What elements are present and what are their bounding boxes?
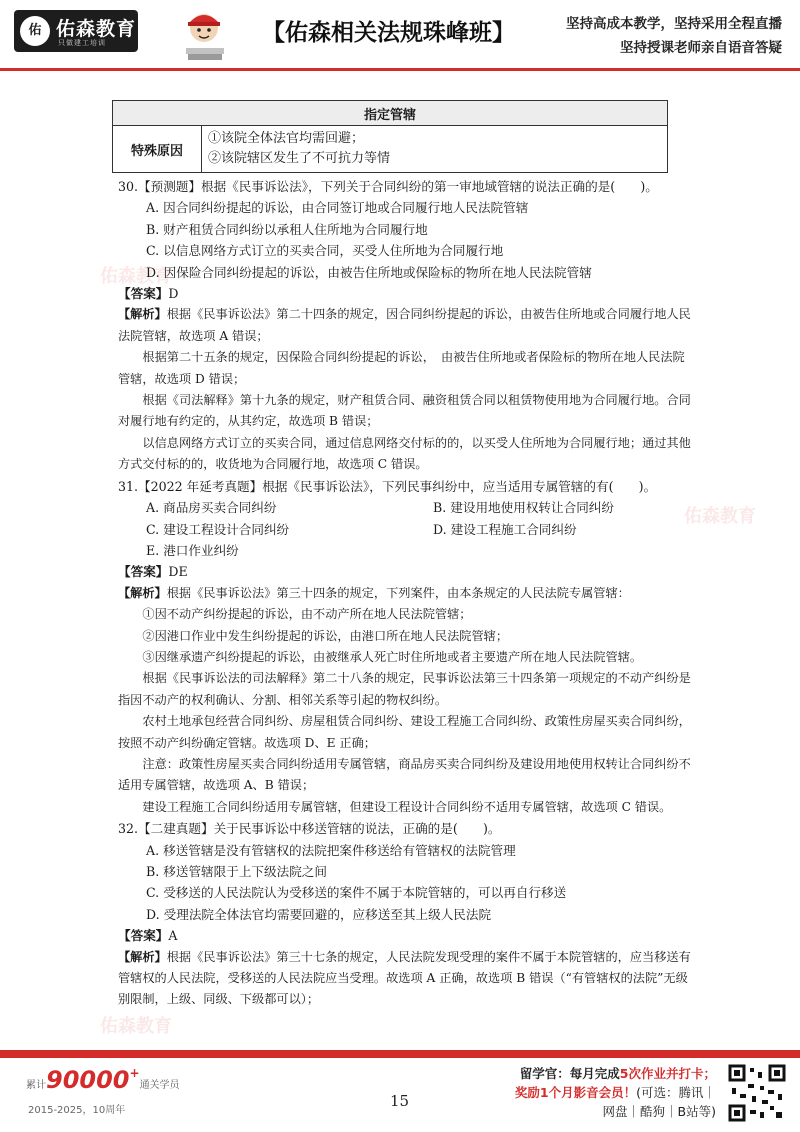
q31-answer (118, 561, 692, 582)
watermark: 佑森教育 (684, 506, 756, 527)
explanation-text: 根据《民事诉讼法》第三十四条的规定，下列案件，由本条规定的人民法院专属管辖： (166, 585, 630, 600)
question-32-stem: 32.【二建真题】关于民事诉讼中移送管辖的说法，正确的是( )。 (118, 821, 501, 837)
logo-slogan: 只做建工培训 (58, 39, 106, 47)
table-header: 指定管辖 (113, 101, 668, 126)
footer-divider (0, 1050, 800, 1058)
answer-label: 【答案】 (118, 928, 169, 944)
explanation-item: ③因继承遗产纠纷提起的诉讼，由被继承人死亡时住所地或者主要遗产所在地人民法院管辖。 (142, 649, 643, 664)
promo-text (474, 1064, 716, 1121)
student-count (26, 1066, 180, 1094)
count-number: 90000 (46, 1066, 130, 1094)
logo-name: 佑森教育 (56, 18, 137, 40)
explanation-label: 【解析】 (118, 307, 167, 322)
question-30-stem: 30.【预测题】根据《民事诉讼法》，下列关于合同纠纷的第一审地域管辖的说法正确的是( )。 (118, 179, 658, 194)
q30-explanation (118, 304, 692, 347)
count-suffix: 通关学员 (139, 1080, 180, 1091)
q31-option-d: D. 建设工程施工合同纠纷 (433, 521, 577, 537)
explanation-label: 【解析】 (118, 949, 167, 964)
q32-explanation (118, 947, 692, 1011)
explanation-text: 根据《司法解释》第十九条的规定，财产租赁合同、融资租赁合同以租赁物使用地为合同履行地。合同对履行地有约定的，从其约定，故选项 B 错误； (118, 393, 691, 429)
explanation-label: 【解析】 (118, 585, 167, 600)
q32-option-b: B. 移送管辖限于上下级法院之间 (146, 864, 327, 879)
watermark: 佑森教育 (100, 1016, 172, 1037)
promo-line2-b: (可选：腾讯｜ (636, 1085, 716, 1100)
explanation-text: 注意：政策性房屋买卖合同纠纷适用专属管辖，商品房买卖合同纠纷及建设用地使用权转让合同纠纷不适用专属管辖，故选项 A、B 错误； (118, 756, 691, 793)
explanation-text: 根据《民事诉讼法》第三十七条的规定，人民法院发现受理的案件不属于本院管辖的，应当移送有管辖权的人民法院，受移送的人民法院应当受理。故选项 A 正确，故选项 B 错误（“有管辖权的法院”无级别限制，上级、同级、下级都可以）； (118, 949, 691, 1007)
count-plus: + (129, 1066, 140, 1080)
special-reason-table (112, 100, 668, 173)
explanation-text: 农村土地承包经营合同纠纷、房屋租赁合同纠纷、建设工程施工合同纠纷、政策性房屋买卖合同纠纷，按照不动产纠纷确定管辖。故选项 D、E 正确； (118, 714, 691, 750)
answer-value: DE (168, 564, 188, 580)
brand-logo (14, 10, 138, 52)
q32-answer (118, 925, 692, 946)
explanation-item: ①因不动产纠纷提起的诉讼，由不动产所在地人民法院管辖； (142, 607, 472, 622)
footer-years: 2015-2025，10周年 (28, 1105, 126, 1116)
answer-label: 【答案】 (118, 286, 169, 302)
page-header (0, 0, 800, 72)
q30-option-b: B. 财产租赁合同纠纷以承租人住所地为合同履行地 (146, 221, 428, 237)
promo-line1-a: 留学官： (519, 1066, 570, 1081)
promo-line1-b: 每月完成 (569, 1066, 620, 1081)
q31-option-b: B. 建设用地使用权转让合同纠纷 (433, 500, 614, 516)
q31-option-e: E. 港口作业纠纷 (146, 542, 239, 558)
watermark: 佑森教育 (100, 266, 172, 287)
explanation-text: 根据第二十五条的规定，因保险合同纠纷提起的诉讼， 由被告住所地或者保险标的物所在地人民法院管辖，故选项 D 错误； (118, 350, 685, 386)
explanation-text: 建设工程施工合同纠纷适用专属管辖，但建设工程设计合同纠纷不适用专属管辖，故选项 C 错误。 (142, 799, 672, 814)
promo-line1-c: 5次作业并打卡； (619, 1066, 716, 1081)
q31-option-c: C. 建设工程设计合同纠纷 (146, 521, 290, 537)
question-31-stem: 31.【2022 年延考真题】根据《民事诉讼法》，下列民事纠纷中，应当适用专属管辖的有( )。 (118, 478, 657, 494)
tagline-2: 坚持授课老师亲自语音答疑 (620, 40, 782, 56)
answer-label: 【答案】 (118, 564, 169, 580)
q32-option-a: A. 移送管辖是没有管辖权的法院把案件移送给有管辖权的法院管理 (146, 842, 516, 858)
q32-option-d: D. 受理法院全体法官均需要回避的，应移送至其上级人民法院 (146, 906, 492, 922)
main-content (118, 176, 692, 1011)
answer-value: D (168, 286, 179, 302)
explanation-text: 以信息网络方式订立的买卖合同，通过信息网络交付标的的，以买受人住所地为合同履行地；通过其他方式交付标的的，收货地为合同履行地，故选项 C 错误。 (118, 435, 691, 472)
q31-explanation (118, 583, 692, 604)
q30-answer (118, 283, 692, 304)
explanation-text: 根据《民事诉讼法的司法解释》第二十八条的规定，民事诉讼法第三十四条第一项规定的不动产纠纷是指因不动产的权利确认、分割、相邻关系等引起的物权纠纷。 (118, 671, 691, 707)
tagline-1: 坚持高成本教学，坚持采用全程直播 (566, 16, 782, 32)
q31-options-row (118, 497, 692, 518)
q32-option-c: C. 受移送的人民法院认为受移送的案件不属于本院管辖的，可以再自行移送 (146, 885, 567, 901)
banner-title: 【佑森相关法规珠峰班】 (262, 20, 515, 46)
table-row-items (202, 126, 668, 173)
table-item: ②该院辖区发生了不可抗力等情 (208, 151, 391, 166)
explanation-item: ②因港口作业中发生纠纷提起的诉讼，由港口所在地人民法院管辖； (142, 628, 509, 643)
q30-option-c: C. 以信息网络方式订立的买卖合同，买受人住所地为合同履行地 (146, 243, 504, 259)
table-item: ①该院全体法官均需回避； (208, 131, 365, 146)
explanation-text: 根据《民事诉讼法》第二十四条的规定，因合同纠纷提起的诉讼，由被告住所地或合同履行地人民法院管辖，故选项 A 错误； (118, 307, 691, 343)
page-number: 15 (390, 1092, 410, 1110)
promo-line2-a: 奖励1个月影音会员！ (514, 1085, 637, 1100)
q30-option-d: D. 因保险合同纠纷提起的诉讼，由被告住所地或保险标的物所在地人民法院管辖 (146, 264, 592, 280)
q30-option-a: A. 因合同纠纷提起的诉讼，由合同签订地或合同履行地人民法院管辖 (146, 200, 529, 216)
qr-code-icon[interactable] (728, 1064, 786, 1122)
q31-options-row (118, 519, 692, 540)
count-prefix: 累计 (26, 1080, 46, 1091)
answer-value: A (168, 928, 178, 944)
header-divider (0, 68, 800, 71)
logo-mark-icon: 佑 (20, 16, 50, 46)
promo-line3: 网盘｜酷狗｜B站等) (602, 1104, 716, 1119)
mascot-icon (176, 6, 232, 64)
table-row-label: 特殊原因 (113, 126, 202, 173)
q31-option-a: A. 商品房买卖合同纠纷 (146, 500, 277, 516)
